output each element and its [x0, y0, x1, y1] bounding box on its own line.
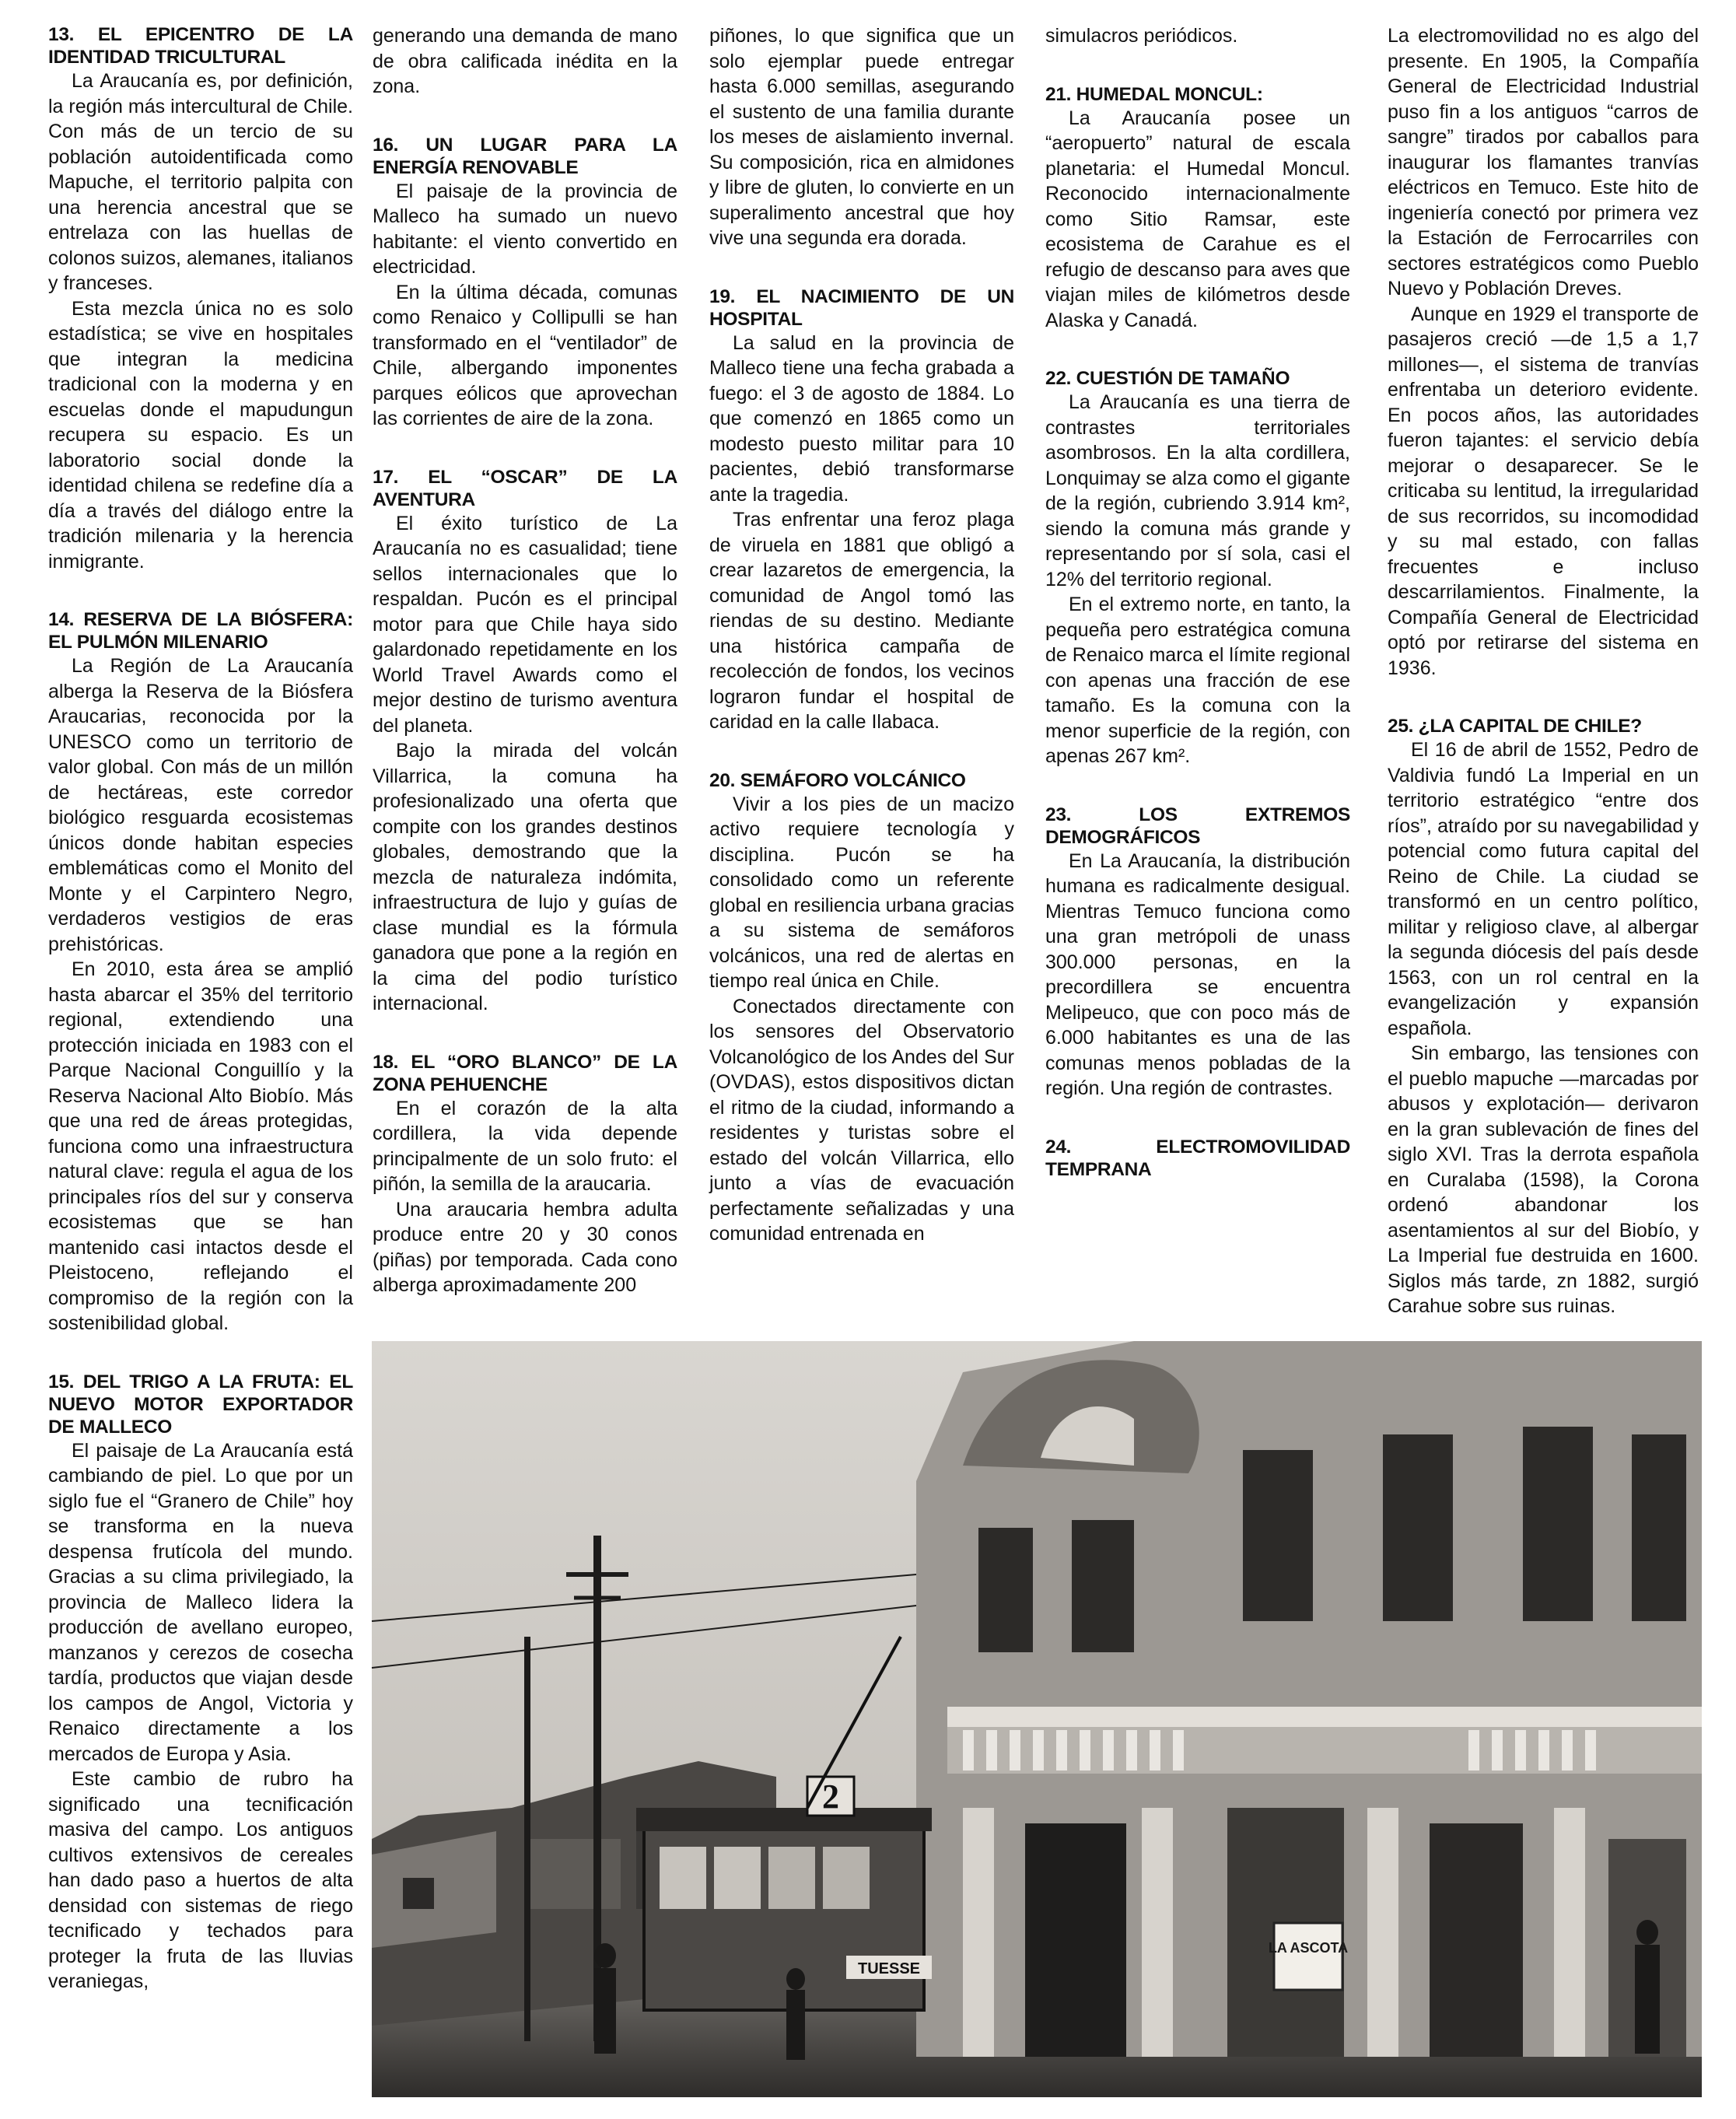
- section-18: [373, 1051, 677, 1298]
- section-19-heading: 19. EL NACIMIENTO DE UN HOSPITAL: [709, 285, 1014, 330]
- column-4: [1045, 23, 1350, 1330]
- section-19-paragraph-2: Tras enfrentar una feroz plaga de viruela en 1881 que obligó a crear lazaretos de emergencia, la comunidad de Angol tomó las riendas de su destino. Mediante una histórica campaña de recolección de fondos, los vecinos lograron fundar el hospital de caridad en la calle Ilabaca.: [709, 509, 1014, 733]
- section-14-paragraph-1: La Región de La Araucanía alberga la Reserva de la Biósfera Araucarias, reconocida por la UNESCO como un territorio de valor global. Con más de un millón de hectáreas, este corredor biológico resguarda ecosistemas únicos donde habitan especies emblemáticas como el Monito del Monte y el Carpintero Negro, verdaderos vestigios de eras prehistóricas.: [48, 655, 353, 955]
- section-15-paragraph-1: El paisaje de La Araucanía está cambiando de piel. Lo que por un siglo fue el “Granero de Chile” hoy se transforma en la nueva despensa frutícola del mundo. Gracias a su clima privilegiado, la provincia de Malleco lidera la producción de avellano europeo, manzanos y cerezos de cosecha tardía, productos que viajan desde los campos de Angol, Victoria y Renaico directamente a los mercados de Europa y Asia.: [48, 1439, 353, 1765]
- section-16-heading: 16. UN LUGAR PARA LA ENERGÍA RENOVABLE: [373, 134, 677, 178]
- section-22-paragraph-1: La Araucanía es una tierra de contrastes territoriales asombrosos. En la alta cordillera, Lonquimay se alza como el gigante de la región, cubriendo 3.914 km², siendo la comuna más grande y representando por sí sola, casi el 12% del territorio regional.: [1045, 391, 1350, 590]
- shop-sign-text: LA ASCOTA: [1268, 1940, 1349, 1956]
- section-21: [1045, 83, 1350, 334]
- section-15: [48, 1371, 353, 1995]
- section-25-paragraph-2: Sin embargo, las tensiones con el pueblo mapuche —marcadas por abusos y explotación— derivaron en la gran sublevación de fines del siglo XVI. Tras la derrota española en Curalaba (1598), la Corona ordenó abandonar los asentamientos al sur del Biobío, y La Imperial fue destruida en 1600. Siglos más tarde, zn 1882, surgió Carahue sobre sus ruinas.: [1388, 1042, 1699, 1317]
- section-14: [48, 608, 353, 1336]
- section-18-paragraph-3: piñones, lo que significa que un solo ejemplar puede entregar hasta 6.000 semillas, asegurando el sustento de una familia durante los meses de aislamiento invernal. Su composición, rica en almidones y libre de gluten, lo convierte en un superalimento ancestral que hoy vive una segunda era dorada.: [709, 25, 1014, 249]
- section-25-paragraph-1: El 16 de abril de 1552, Pedro de Valdivia fundó La Imperial en un territorio estratégico “entre dos ríos”, atraído por su navegabilidad y potencial como futura capital del Reino de Chile. La ciudad se transformó en un centro político, militar y religioso clave, al albergar la segunda diócesis del país desde 1563, con un rol central en la evangelización y expansión española.: [1388, 739, 1699, 1039]
- section-23: [1045, 804, 1350, 1102]
- section-15-continued: [373, 23, 677, 100]
- section-24-body: [1388, 23, 1699, 681]
- section-13-paragraph-1: La Araucanía es, por definición, la región más intercultural de Chile. Con más de un tercio de su población autoidentificada como Mapuche, el territorio palpita con una herencia ancestral que se entrelaza con las huellas de colonos suizos, alemanes, italianos y franceses.: [48, 70, 353, 294]
- section-17: [373, 466, 677, 1017]
- tram-street-scene-illustration: [372, 1341, 1702, 2097]
- section-20-continued: [1045, 23, 1350, 49]
- section-19-paragraph-1: La salud en la provincia de Malleco tiene una fecha grabada a fuego: el 3 de agosto de 1884. Lo que comenzó en 1865 como un modesto puesto militar para 10 pacientes, debió transformarse ante la tragedia.: [709, 331, 1014, 506]
- section-21-heading: 21. HUMEDAL MONCUL:: [1045, 83, 1263, 105]
- section-24-heading: 24. ELECTROMOVILIDAD TEMPRANA: [1045, 1136, 1350, 1180]
- tram-route-number: 2: [822, 1778, 839, 1816]
- section-15-heading: 15. DEL TRIGO A LA FRUTA: EL NUEVO MOTOR EXPORTADOR DE MALLECO: [48, 1371, 353, 1438]
- section-22-paragraph-2: En el extremo norte, en tanto, la pequeña pero estratégica comuna de Renaico marca el límite regional con apenas una fracción de ese tamaño. Es la comuna con la menor superficie de la región, con apenas 267 km².: [1045, 594, 1350, 767]
- section-24-paragraph-1: La electromovilidad no es algo del presente. En 1905, la Compañía General de Electricidad Industrial puso fin a los antiguos “carros de sangre” tirados por caballos para inaugurar los flamantes tranvías eléctricos en Temuco. Este hito de ingeniería conectó por primera vez la Estación de Ferrocarriles con sectores estratégicos como Pueblo Nuevo y Población Dreves.: [1388, 25, 1699, 299]
- column-3: [709, 23, 1014, 1330]
- section-16-paragraph-1: El paisaje de la provincia de Malleco ha sumado un nuevo habitante: el viento convertido en electricidad.: [373, 180, 677, 278]
- section-18-paragraph-2: Una araucaria hembra adulta produce entre 20 y 30 conos (piñas) por temporada. Cada cono alberga aproximadamente 200: [373, 1198, 677, 1296]
- section-24: [1045, 1136, 1350, 1181]
- section-25: [1388, 715, 1699, 1319]
- section-20-heading: 20. SEMÁFORO VOLCÁNICO: [709, 769, 966, 791]
- section-20-paragraph-1: Vivir a los pies de un macizo activo requiere tecnología y disciplina. Pucón se ha consolidado como un referente global en resiliencia urbana gracias a su sistema de semáforos volcánicos, una red de alertas en tiempo real única en Chile.: [709, 793, 1014, 992]
- section-20-paragraph-2: Conectados directamente con los sensores del Observatorio Volcanológico de los Andes del Sur (OVDAS), estos dispositivos dictan el ritmo de la ciudad, informando a residentes y turistas sobre el estado del volcán Villarrica, ello junto a vías de evacuación perfectamente señalizadas y una comunidad entrenada en: [709, 995, 1014, 1245]
- section-20: [709, 769, 1014, 1247]
- section-17-paragraph-2: Bajo la mirada del volcán Villarrica, la comuna ha profesionalizado una oferta que compite con los grandes destinos globales, demostrando que la mezcla de naturaleza indómita, infraestructura de lujo y guías de clase mundial es la fórmula ganadora que pone a la región en la cima del podio turístico internacional.: [373, 740, 677, 1014]
- section-13-heading: 13. EL EPICENTRO DE LA IDENTIDAD TRICULTURAL: [48, 24, 353, 68]
- column-1: [48, 23, 353, 2108]
- section-17-paragraph-1: El éxito turístico de La Araucanía no es casualidad; tiene sellos internacionales que lo respaldan. Pucón es el principal motor para que Chile haya sido galardonado repetidamente en los World Travel Awards como el mejor destino de turismo aventura del planeta.: [373, 512, 677, 737]
- section-18-paragraph-1: En el corazón de la alta cordillera, la vida depende principalmente de un solo fruto: el piñón, la semilla de la araucaria.: [373, 1097, 677, 1195]
- section-23-paragraph-1: En La Araucanía, la distribución humana es radicalmente desigual. Mientras Temuco funciona como una gran metrópoli de unass 300.000 personas, en la precordillera se encuentra Melipeuco, que con poco más de 6.000 habitantes es una de las comunas menos pobladas de la región. Una región de contrastes.: [1045, 849, 1350, 1099]
- section-13: [48, 23, 353, 574]
- section-22: [1045, 367, 1350, 769]
- section-17-heading: 17. EL “OSCAR” DE LA AVENTURA: [373, 466, 677, 510]
- column-2: [373, 23, 677, 1296]
- historic-tram-photo: [372, 1341, 1702, 2097]
- shop-sign: [1269, 1923, 1348, 1990]
- section-20-paragraph-3: simulacros periódicos.: [1045, 25, 1238, 47]
- section-22-heading: 22. CUESTIÓN DE TAMAÑO: [1045, 368, 1290, 389]
- section-15-paragraph-2: Este cambio de rubro ha significado una tecnificación masiva del campo. Los antiguos cultivos extensivos de cereales han dado paso a huertos de alta densidad con sistemas de riego tecnificado y techados para proteger la fruta de las lluvias veraniegas,: [48, 1768, 353, 1992]
- section-14-heading: 14. RESERVA DE LA BIÓSFERA: EL PULMÓN MILENARIO: [48, 609, 353, 653]
- section-18-heading: 18. EL “ORO BLANCO” DE LA ZONA PEHUENCHE: [373, 1051, 677, 1095]
- section-14-paragraph-2: En 2010, esta área se amplió hasta abarcar el 35% del territorio regional, extendiendo una protección iniciada en 1983 con el Parque Nacional Conguillío y la Reserva Nacional Alto Biobío. Más que una red de áreas protegidas, funciona como una infraestructura natural clave: regula el agua de los principales ríos del sur y conserva ecosistemas que se han mantenido casi intactos desde el Pleistoceno, reflejando el compromiso de la región con la sostenibilidad global.: [48, 958, 353, 1334]
- section-16: [373, 134, 677, 432]
- tram-plate: TUESSE: [857, 1960, 921, 1977]
- section-13-paragraph-2: Esta mezcla única no es solo estadística; se vive en hospitales que integran la medicina tradicional con la moderna y en escuelas donde el mapudungun recupera su espacio. Es un laboratorio social donde la identidad chilena se redefine día a día a través del diálogo entre la tradición milenaria y la herencia inmigrante.: [48, 297, 353, 573]
- section-18-continued: [709, 23, 1014, 251]
- section-21-paragraph-1: La Araucanía posee un “aeropuerto” natural de escala planetaria: el Humedal Moncul. Reconocido internacionalmente como Sitio Ramsar, este ecosistema de Carahue es el refugio de descanso para aves que viajan miles de kilómetros desde Alaska y Canadá.: [1045, 107, 1350, 331]
- section-15-paragraph-3: generando una demanda de mano de obra calificada inédita en la zona.: [373, 25, 677, 97]
- section-24-paragraph-2: Aunque en 1929 el transporte de pasajeros creció —de 1,5 a 1,7 millones—, el sistema de tranvías enfrentaba un deterioro evidente. En pocos años, las autoridades fueron tajantes: el servicio debía mejorar o desaparecer. Se le criticaba su lentitud, la irregularidad de sus recorridos, su incomodidad y su mal estado, con fallas frecuentes e incluso descarrilamientos. Finalmente, la Compañía General de Electricidad optó por retirarse del sistema en 1936.: [1388, 303, 1699, 679]
- section-16-paragraph-2: En la última década, comunas como Renaico y Collipulli se han transformado en el “ventilador” de Chile, albergando imponentes parques eólicos que aprovechan las corrientes de aire de la zona.: [373, 281, 677, 429]
- column-5: [1388, 23, 1699, 1346]
- section-25-heading: 25. ¿LA CAPITAL DE CHILE?: [1388, 716, 1642, 737]
- section-23-heading: 23. LOS EXTREMOS DEMOGRÁFICOS: [1045, 804, 1350, 848]
- section-19: [709, 285, 1014, 735]
